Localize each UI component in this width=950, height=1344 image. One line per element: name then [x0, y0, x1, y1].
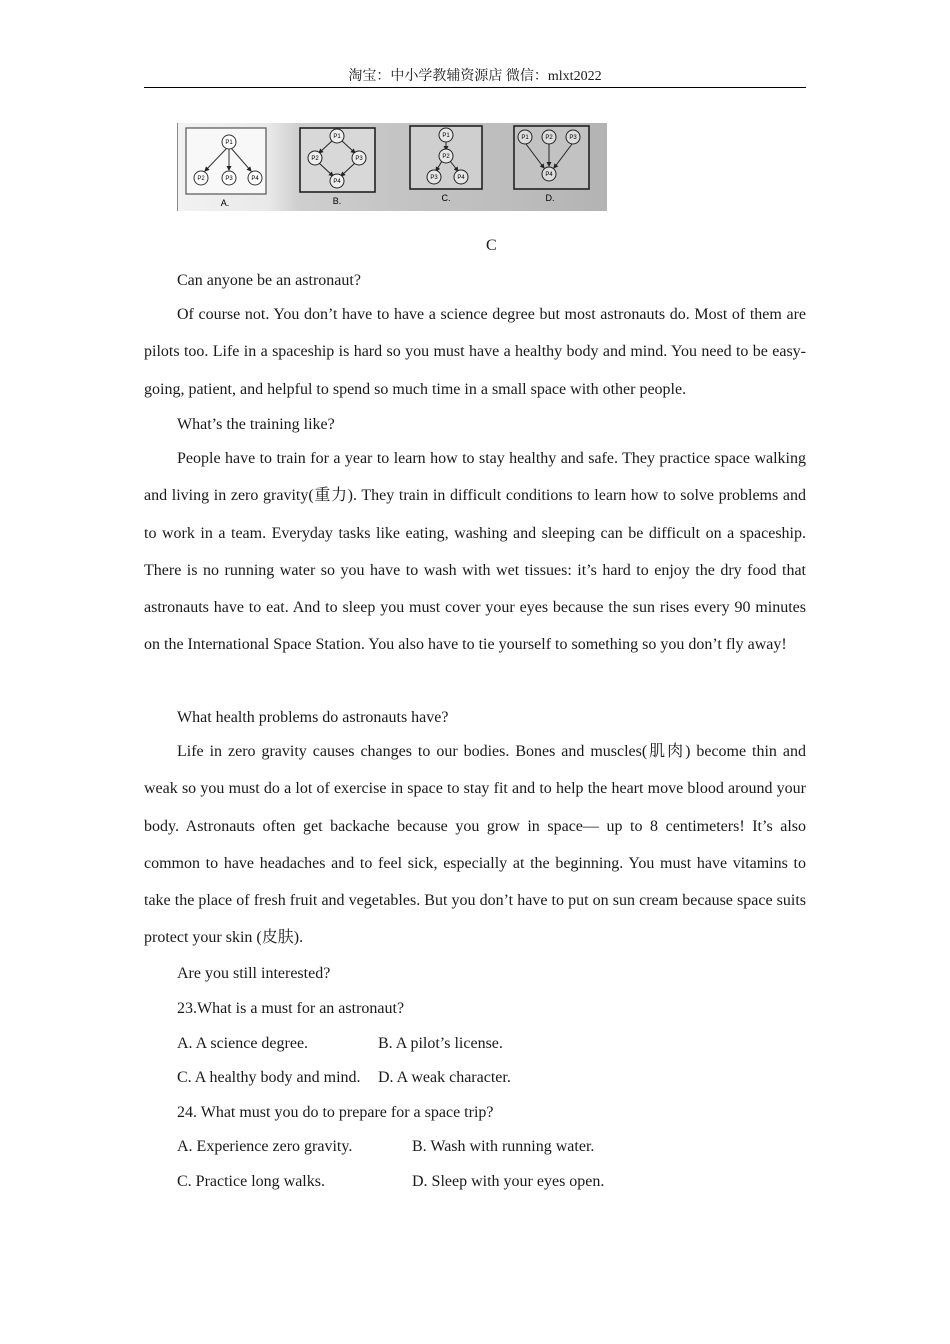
node-c-p4: P4 [457, 175, 465, 181]
node-b-p1: P1 [333, 134, 341, 140]
section-label: C [486, 237, 497, 254]
subheading-health: What health problems do astronauts have? [177, 709, 449, 726]
label-b: B. [332, 196, 342, 206]
diagram-figure [177, 123, 607, 211]
question-23-option-c: C. A healthy body and mind. [177, 1069, 361, 1086]
subheading-training: What’s the training like? [177, 416, 335, 433]
question-24-stem: 24. What must you do to prepare for a space trip? [177, 1104, 494, 1121]
node-b-p3: P3 [355, 156, 363, 162]
question-24-option-b: B. Wash with running water. [412, 1138, 595, 1155]
node-d-p2: P2 [545, 135, 553, 141]
node-c-p2: P2 [442, 154, 450, 160]
node-c-p3: P3 [430, 175, 438, 181]
question-24-option-d: D. Sleep with your eyes open. [412, 1173, 605, 1190]
question-23-option-d: D. A weak character. [378, 1069, 511, 1086]
diagram-c [410, 126, 482, 203]
question-23-option-b: B. A pilot’s license. [378, 1035, 503, 1052]
node-a-p3: P3 [225, 176, 233, 182]
question-23-stem: 23.What is a must for an astronaut? [177, 1000, 405, 1017]
label-d: D. [545, 193, 555, 203]
node-a-p4: P4 [251, 176, 259, 182]
label-c: C. [441, 193, 451, 203]
network-diagrams [178, 123, 607, 211]
node-c-p1: P1 [442, 133, 450, 139]
paragraph-health: Life in zero gravity causes changes to our bodies. Bones and muscles(肌肉) become thin and weak so you must do a lot of exercise in space to stay fit and to help the heart move blood around your body. Astronauts often get backache because you grow in space— up to 8 centimeters! It’s also common to have headaches and to feel sick, especially at the beginning. You must have vitamins to take the place of fresh fruit and vegetables. But you don’t have to put on sun cream because space suits protect your skin (皮肤). [144, 743, 806, 947]
paragraph-training: People have to train for a year to learn how to stay healthy and safe. They practice space walking and living in zero gravity(重力). They train in difficult conditions to learn how to solve problems and to work in a team. Everyday tasks like eating, washing and sleeping can be difficult on a spaceship. There is no running water so you have to wash with wet tissues: it’s hard to enjoy the dry food that astronauts have to eat. And to sleep you must cover your eyes because the sun rises every 90 minutes on the International Space Station. You also have to tie yourself to something so you don’t fly away! [144, 450, 806, 654]
question-24-option-a: A. Experience zero gravity. [177, 1138, 353, 1155]
subheading-anyone-astronaut: Can anyone be an astronaut? [177, 272, 361, 289]
question-23-option-a: A. A science degree. [177, 1035, 309, 1052]
subheading-interested: Are you still interested? [177, 965, 331, 982]
diagram-d [514, 126, 589, 203]
node-d-p4: P4 [545, 172, 553, 178]
node-a-p1: P1 [225, 140, 233, 146]
question-24-option-c: C. Practice long walks. [177, 1173, 325, 1190]
diagram-a [186, 128, 266, 208]
page-header: 淘宝：中小学教辅资源店 微信：mlxt2022 [348, 69, 602, 84]
node-d-p1: P1 [521, 135, 529, 141]
node-a-p2: P2 [197, 176, 205, 182]
diagram-b [300, 128, 375, 206]
label-a: A. [220, 198, 230, 208]
paragraph-requirements: Of course not. You don’t have to have a science degree but most astronauts do. Most of them are pilots too. Life in a spaceship is hard so you must have a healthy body and mind. You need to be easy-going, patient, and helpful to spend so much time in a small space with other people. [144, 306, 806, 398]
header-rule [144, 87, 806, 88]
node-b-p4: P4 [333, 179, 341, 185]
node-d-p3: P3 [569, 135, 577, 141]
node-b-p2: P2 [311, 156, 319, 162]
